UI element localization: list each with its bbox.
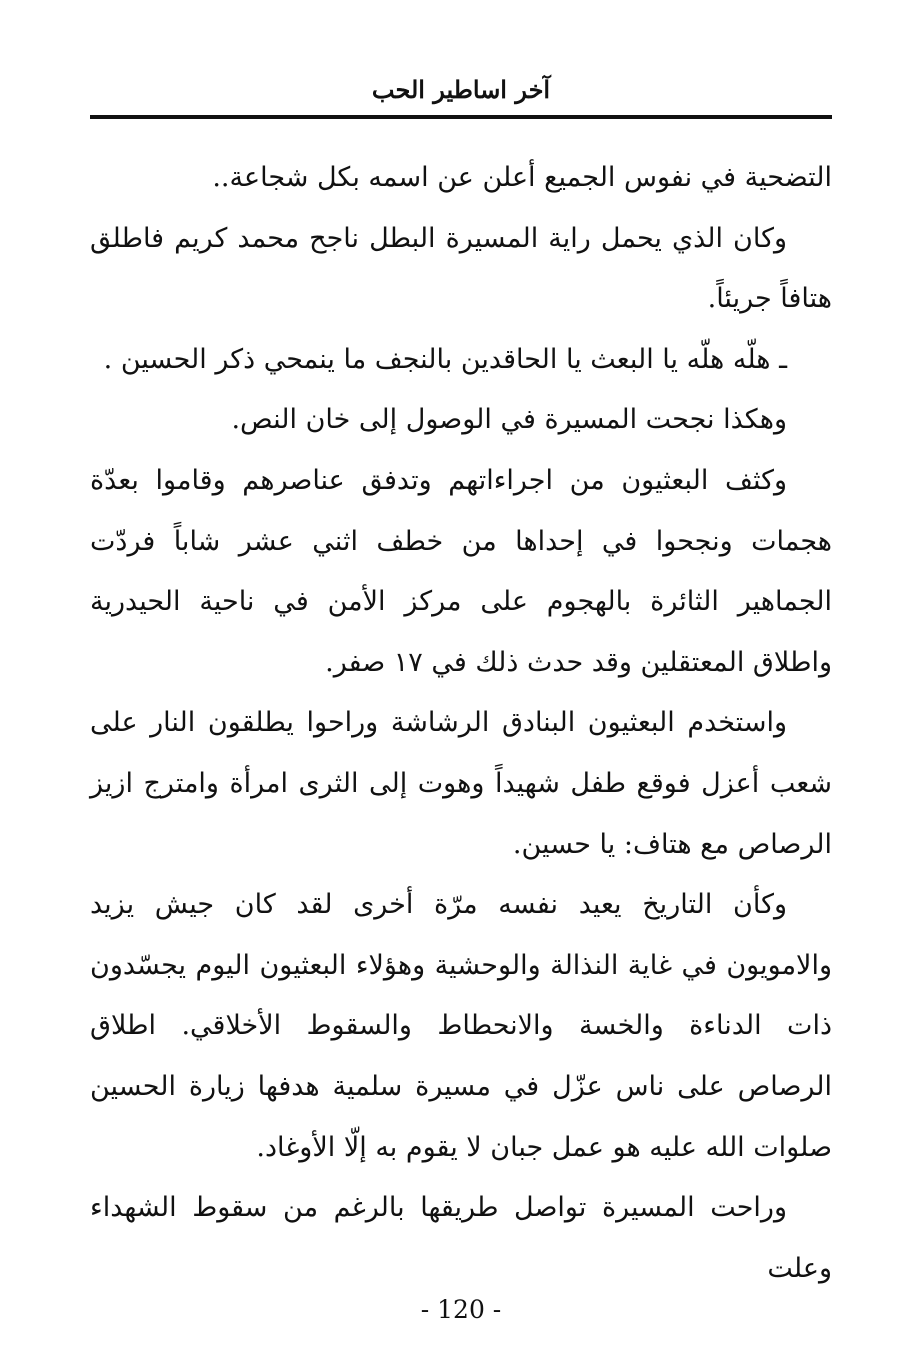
- paragraph: وكثف البعثيون من اجراءاتهم وتدفق عناصرهم وقاموا بعدّة هجمات ونجحوا في إحداها من خطف اثني عشر شاباً فردّت الجماهير الثائرة بالهجوم على مركز الأمن في ناحية الحيدرية واطلاق المعتقلين وقد حدث ذلك في ١٧ صفر.: [90, 464, 832, 678]
- paragraph: واستخدم البعثيون البنادق الرشاشة وراحوا يطلقون النار على شعب أعزل فوقع طفل شهيداً وهوت إلى الثرى امرأة وامترج ازيز الرصاص مع هتاف: يا حسين.: [90, 707, 832, 860]
- page-number: - 120 -: [420, 1295, 502, 1324]
- paragraph: وهكذا نجحت المسيرة في الوصول إلى خان النص.: [231, 404, 787, 436]
- paragraph: التضحية في نفوس الجميع أعلن عن اسمه بكل شجاعة..: [212, 162, 832, 193]
- header-divider: [90, 115, 832, 119]
- paragraph: وكأن التاريخ يعيد نفسه مرّة أخرى لقد كان جيش يزيد والامويون في غاية النذالة والوحشية وهؤلاء البعثيون اليوم يجسّدون ذات الدناءة والخسة والانحطاط والسقوط الأخلاقي. اطلاق الرصاص على ناس عزّل في مسيرة سلمية هدفها زيارة الحسين صلوات الله عليه هو عمل جبان لا يقوم به إلّا الأوغاد.: [90, 889, 832, 1163]
- paragraph: وراحت المسيرة تواصل طريقها بالرغم من سقوط الشهداء وعلت: [90, 1192, 832, 1284]
- dialogue-line: ـ هلّه هلّه يا البعث يا الحاقدين بالنجف ما ينمحي ذكر الحسين .: [103, 343, 787, 375]
- running-header-title: آخر اساطير الحب: [371, 75, 551, 104]
- body-text: [90, 148, 832, 1299]
- paragraph: وكان الذي يحمل راية المسيرة البطل ناجح محمد كريم فاطلق هتافاً جريئاً.: [90, 222, 832, 315]
